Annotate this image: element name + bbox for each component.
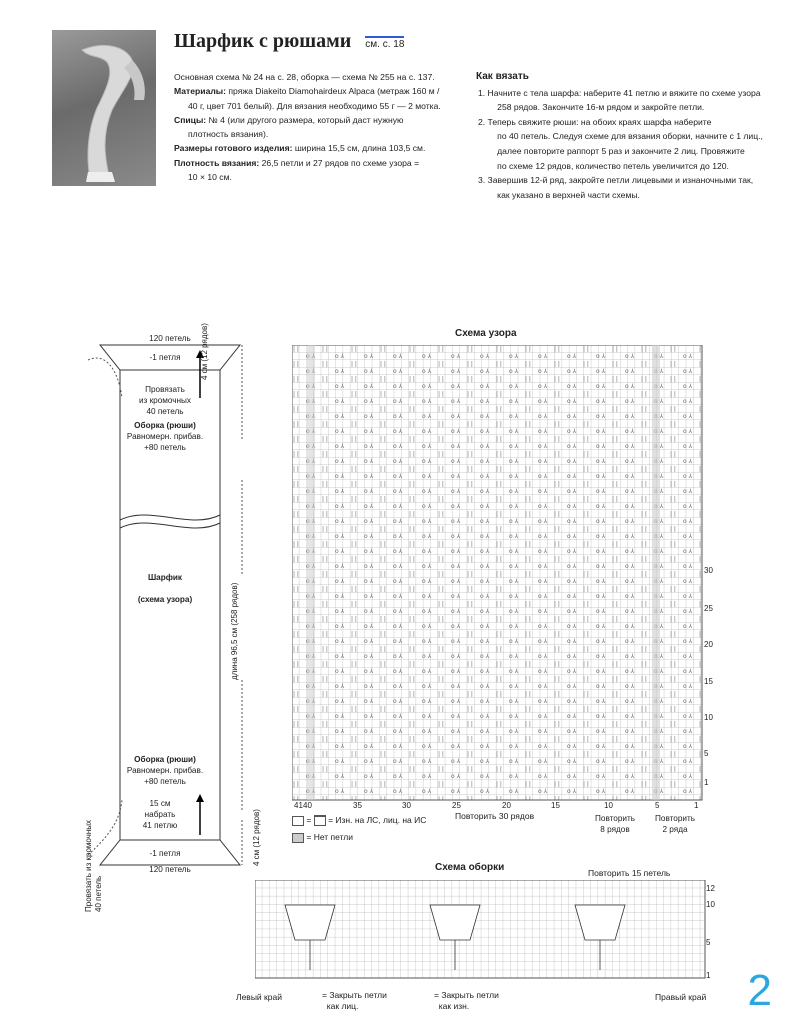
step-1: 1. Начните с тела шарфа: наберите 41 петлю и вяжите по схеме узора 258 рядов. Закончите 16-м рядом и закройте петли. <box>478 87 761 113</box>
body-label: Шарфик (схема узора) <box>137 573 193 604</box>
top-width: 120 петель <box>149 334 191 343</box>
col-label-40: 40 <box>303 801 312 810</box>
bottom-width: 120 петель <box>149 865 191 874</box>
legend-purl: = = Изн. на ЛС, лиц. на ИС <box>292 815 426 826</box>
right-edge-label: Правый край <box>655 992 707 1002</box>
page-number: 2 <box>747 966 772 1015</box>
top-height-label: 4 см (12 рядов) <box>200 323 209 380</box>
step-3: 3. Завершив 12-й ряд, закройте петли лицевыми и изнаночными так, как указано в верхней части схемы. <box>478 175 754 200</box>
close-knit-legend: = Закрыть петли как лиц. <box>322 990 387 1011</box>
ruffle-chart-title: Схема оборки <box>435 862 505 873</box>
ruffle-repeat-label: Повторить 15 петель <box>588 868 671 878</box>
instructions-block <box>476 70 776 202</box>
top-minus-stitch: -1 петля <box>149 353 181 362</box>
page-title: Шарфик с рюшами см. с. 18 <box>174 30 405 52</box>
col-label-10: 10 <box>604 801 613 810</box>
repeat-2-rows: Повторить 2 ряда <box>655 814 695 834</box>
ruffle-chart-grid <box>255 880 715 980</box>
repeat-8-rows: Повторить 8 рядов <box>595 814 635 834</box>
bottom-ruffle-label: Оборка (рюши) Равномерн. прибав. +80 петель <box>126 755 204 786</box>
col-label-25: 25 <box>452 801 461 810</box>
left-edge-label: Левый край <box>236 992 282 1002</box>
ruffle-row-12: 12 <box>706 884 715 893</box>
pattern-chart-grid <box>292 345 712 805</box>
col-label-15: 15 <box>551 801 560 810</box>
col-label-35: 35 <box>353 801 362 810</box>
row-label-25: 25 <box>704 604 713 613</box>
top-ruffle-label: Оборка (рюши) Равномерн. прибав. +80 петель <box>126 421 204 452</box>
bottom-minus-stitch: -1 петля <box>149 849 181 858</box>
repeat-30-rows: Повторить 30 рядов <box>455 811 535 821</box>
col-label-30: 30 <box>402 801 411 810</box>
step-2: 2. Теперь свяжите рюши: на обоих краях шарфа наберите по 40 петель. Следуя схеме для вязания оборки, начните с 1 лиц., далее повторите раппорт 5 раз и закончите 2 лиц. Провяжите по схеме 12 рядов, количество петель увеличится до 120. <box>478 116 763 171</box>
row-label-15: 15 <box>704 677 713 686</box>
col-label-5: 5 <box>655 801 660 810</box>
ruffle-row-10: 10 <box>706 900 715 909</box>
row-label-5: 5 <box>704 749 709 758</box>
col-label-41: 41 <box>294 801 303 810</box>
legend-no-stitch: = Нет петли <box>292 832 353 843</box>
row-label-10: 10 <box>704 713 713 722</box>
length-label: длина 96,5 см (258 рядов) <box>230 582 239 680</box>
side-note: Провязать из кромочных 40 петель <box>84 819 103 912</box>
bottom-height-label: 4 см (12 рядов) <box>252 809 261 866</box>
close-purl-legend: = Закрыть петли как изн. <box>434 990 499 1011</box>
row-label-20: 20 <box>704 640 713 649</box>
instructions-heading: Как вязать <box>476 71 529 82</box>
col-label-20: 20 <box>502 801 511 810</box>
cast-on-label: 15 см набрать 41 петлю <box>142 799 178 830</box>
pickup-label: Провязать из кромочных 40 петель <box>138 385 192 416</box>
row-label-1: 1 <box>704 778 709 787</box>
ruffle-row-1: 1 <box>706 971 711 980</box>
page-reference: см. с. 18 <box>365 36 404 50</box>
ruffle-row-5: 5 <box>706 938 711 947</box>
product-photo <box>52 30 156 186</box>
pattern-chart-title: Схема узора <box>455 328 517 339</box>
schema-reference: Основная схема № 24 на с. 28, оборка — схема № 255 на с. 137. <box>174 72 435 82</box>
col-label-1: 1 <box>694 801 699 810</box>
row-label-30: 30 <box>704 566 713 575</box>
materials-block: Основная схема № 24 на с. 28, оборка — схема № 255 на с. 137. Материалы: пряжа Diakeito Diamohairdeux Alpaca (метраж 160 м / 40 г, цвет 701 белый). Для вязания необходимо 55 г — 2 мотка. Спицы: № 4 (или другого размера, который даст нужную плотность вязания). Размеры готового изделия: ширина 15,5 см, длина 103,5 см. Плотность вязания: 26,5 петли и 27 рядов по схеме узора = 10 × 10 см. <box>174 70 444 184</box>
